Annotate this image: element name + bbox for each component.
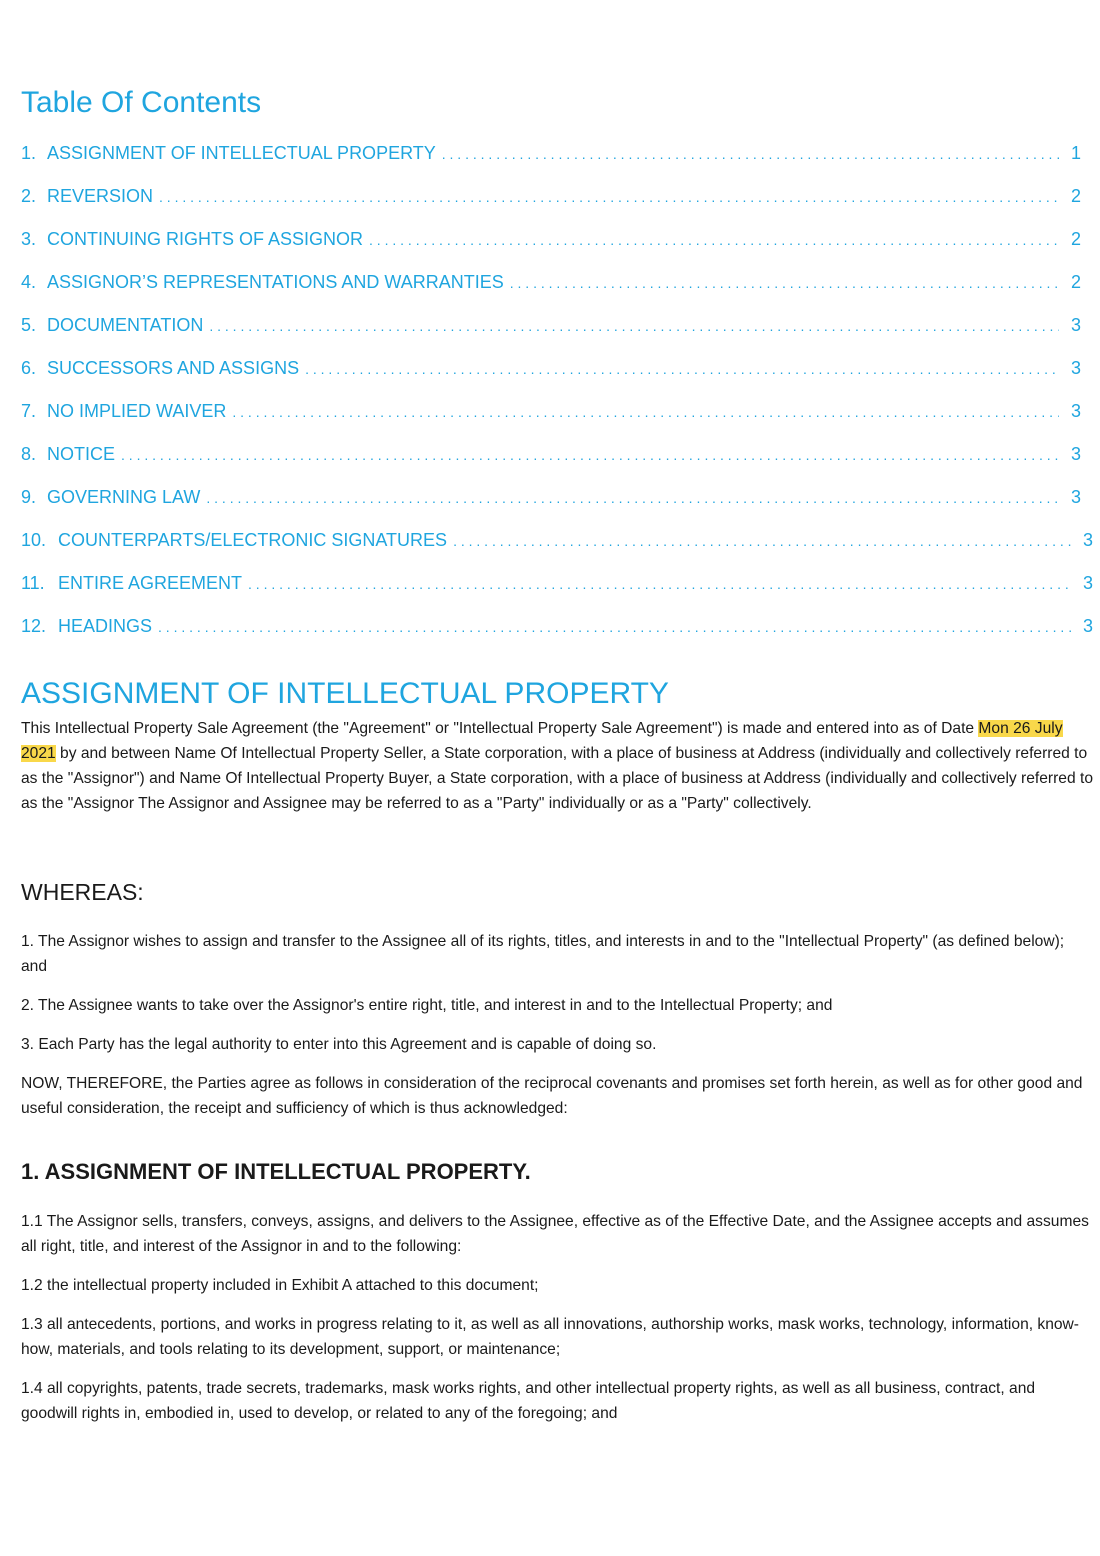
toc-item-number: 9. <box>21 487 37 507</box>
whereas-clause-3: 3. Each Party has the legal authority to enter into this Agreement and is capable of doing so. <box>21 1036 657 1053</box>
toc-item[interactable] <box>21 487 1081 530</box>
now-therefore-paragraph: NOW, THEREFORE, the Parties agree as follows in consideration of the reciprocal covenants and promises set forth herein, as well as for other good and useful consideration, the receipt and sufficiency of which is thus acknowledged: <box>21 1075 1083 1117</box>
toc-item[interactable] <box>21 444 1081 487</box>
toc-leader-dots <box>121 447 1059 463</box>
toc-item[interactable] <box>21 401 1081 444</box>
toc-item-label[interactable]: NOTICE <box>47 444 116 464</box>
toc-item-number: 1. <box>21 143 37 163</box>
toc-item[interactable] <box>21 530 1093 573</box>
toc-item-label[interactable]: HEADINGS <box>58 616 153 636</box>
toc-item[interactable] <box>21 616 1093 659</box>
toc-item-label[interactable]: ENTIRE AGREEMENT <box>58 573 243 593</box>
toc-item[interactable] <box>21 272 1081 315</box>
toc-item-number: 11. <box>21 573 45 593</box>
toc-item-page: 2 <box>1070 229 1081 249</box>
clause-1-4: 1.4 all copyrights, patents, trade secrets, trademarks, mask works rights, and other intellectual property rights, as well as all business, contract, and goodwill rights in, embodied in, used to develop, or related to any of the foregoing; and <box>21 1380 1036 1422</box>
toc-item-page: 1 <box>1070 143 1081 163</box>
toc-item[interactable] <box>21 358 1081 401</box>
toc-item-number: 10. <box>21 530 47 550</box>
toc-leader-dots <box>232 404 1059 420</box>
toc-item-label[interactable]: CONTINUING RIGHTS OF ASSIGNOR <box>47 229 364 249</box>
whereas-heading: WHEREAS: <box>21 879 144 905</box>
toc-item-page: 2 <box>1070 272 1081 292</box>
toc-leader-dots <box>305 361 1059 377</box>
intro-paragraph <box>21 716 1093 816</box>
table-of-contents <box>21 143 1093 659</box>
toc-item[interactable] <box>21 573 1093 616</box>
toc-item-page: 3 <box>1070 401 1081 421</box>
toc-item[interactable] <box>21 143 1081 186</box>
toc-item-number: 8. <box>21 444 37 464</box>
toc-item-number: 12. <box>21 616 47 636</box>
toc-item[interactable] <box>21 229 1081 272</box>
toc-leader-dots <box>159 189 1059 205</box>
highlighted-date: Mon 26 July 2021 <box>21 720 1063 762</box>
section-1-heading: 1. ASSIGNMENT OF INTELLECTUAL PROPERTY. <box>21 1159 531 1184</box>
toc-item-page: 3 <box>1070 315 1081 335</box>
toc-leader-dots <box>453 533 1071 549</box>
toc-leader-dots <box>369 232 1059 248</box>
toc-item-page: 3 <box>1070 487 1081 507</box>
toc-item-number: 6. <box>21 358 37 378</box>
toc-leader-dots <box>248 576 1071 592</box>
toc-item-number: 3. <box>21 229 37 249</box>
toc-item-page: 3 <box>1070 444 1081 464</box>
toc-leader-dots <box>209 318 1059 334</box>
toc-item-page: 3 <box>1082 530 1093 550</box>
toc-item-label[interactable]: DOCUMENTATION <box>47 315 204 335</box>
toc-item-page: 3 <box>1070 358 1081 378</box>
toc-item-label[interactable]: COUNTERPARTS/ELECTRONIC SIGNATURES <box>58 530 448 550</box>
toc-item-label[interactable]: REVERSION <box>47 186 154 206</box>
toc-leader-dots <box>442 146 1059 162</box>
clause-1-3: 1.3 all antecedents, portions, and works in progress relating to it, as well as all innovations, authorship works, mask works, technology, information, know-how, materials, and tools relating to its development, support, or maintenance; <box>21 1316 1079 1358</box>
document-title: ASSIGNMENT OF INTELLECTUAL PROPERTY <box>21 677 669 710</box>
toc-item-number: 4. <box>21 272 37 292</box>
toc-leader-dots <box>510 275 1059 291</box>
intro-text-continued: by and between Name Of Intellectual Property Seller, a State corporation, with a place of business at Address (individually and collectively referred to as the "Assignor") and Name Of Intellectual Property Buyer, a State corporation, with a place of business at Address (individually and collectively referred to as the "Assignor The Assignor and Assignee may be referred to as a "Party" individually or as a "Party" collectively. <box>21 745 1093 812</box>
toc-item-number: 5. <box>21 315 37 335</box>
toc-item-page: 3 <box>1082 616 1093 636</box>
toc-item-page: 3 <box>1082 573 1093 593</box>
intro-text: This Intellectual Property Sale Agreement (the "Agreement" or "Intellectual Property Sale Agreement") is made and entered into as of Date <box>21 720 979 737</box>
clause-1-1: 1.1 The Assignor sells, transfers, conveys, assigns, and delivers to the Assignee, effective as of the Effective Date, and the Assignee accepts and assumes all right, title, and interest of the Assignor in and to the following: <box>21 1213 1089 1255</box>
whereas-clause-1: 1. The Assignor wishes to assign and transfer to the Assignee all of its rights, titles, and interests in and to the "Intellectual Property" (as defined below); and <box>21 933 1065 975</box>
toc-item-label[interactable]: ASSIGNOR’S REPRESENTATIONS AND WARRANTIES <box>47 272 504 292</box>
whereas-clause-2: 2. The Assignee wants to take over the Assignor's entire right, title, and interest in and to the Intellectual Property; and <box>21 997 833 1014</box>
toc-leader-dots <box>158 619 1071 635</box>
toc-item-page: 2 <box>1070 186 1081 206</box>
toc-item-label[interactable]: NO IMPLIED WAIVER <box>47 401 227 421</box>
clause-1-2: 1.2 the intellectual property included in Exhibit A attached to this document; <box>21 1277 539 1294</box>
toc-item[interactable] <box>21 315 1081 358</box>
toc-item-number: 7. <box>21 401 37 421</box>
toc-item[interactable] <box>21 186 1081 229</box>
toc-item-label[interactable]: GOVERNING LAW <box>47 487 201 507</box>
toc-item-label[interactable]: SUCCESSORS AND ASSIGNS <box>47 358 300 378</box>
toc-item-label[interactable]: ASSIGNMENT OF INTELLECTUAL PROPERTY <box>47 143 436 163</box>
toc-title: Table Of Contents <box>21 86 262 119</box>
toc-item-number: 2. <box>21 186 37 206</box>
toc-leader-dots <box>206 490 1059 506</box>
